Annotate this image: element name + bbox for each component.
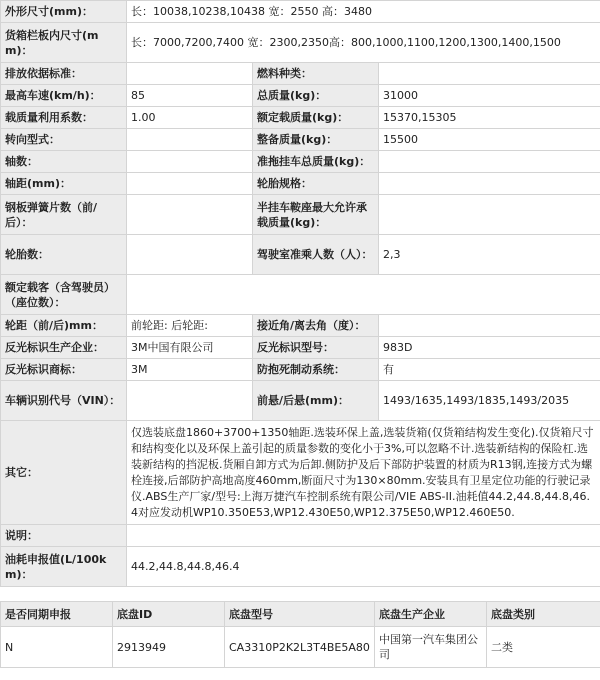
other-notes-value: 仅选装底盘1860+3700+1350轴距.选装环保上盖,选装货箱(仅货箱结构发生变化).仅货箱尺寸和结构变化以及环保上盖引起的质量参数的变化小于3%,可以忽略不计.选装新结构的保险杠.选装新结构的挡泥板.货厢自卸方式为后卸.侧防护及后下部防护装置的材质为R13钢,连接方式为螺栓连接,后部防护高地高度460mm,断面尺寸为130×80mm.安装具有卫星定位功能的行驶记录仪.ABS生产厂家/型号:上海万捷汽车控制系统有限公司/VIE ABS-II.油耗值44.2,44.8,44.8,46.4对应发动机WP10.350E53,WP12.430E50,WP12.375E50,WP12.460E50. bbox=[127, 421, 600, 525]
emission-label: 排放依据标准： bbox=[1, 63, 127, 85]
axles-label: 轴数： bbox=[1, 151, 127, 173]
cargo-box-value: 长：7000,7200,7400 宽：2300,2350高：800,1000,1100,1200,1300,1400,1500 bbox=[127, 23, 600, 63]
description-value bbox=[127, 525, 600, 547]
leaf-spring-label: 钢板弹簧片数（前/后）： bbox=[1, 195, 127, 235]
chassis-header-sync: 是否同期申报 bbox=[1, 602, 113, 627]
fuel-consumption-value: 44.2,44.8,44.8,46.4 bbox=[127, 547, 600, 587]
vin-label: 车辆识别代号（VIN）： bbox=[1, 381, 127, 421]
steering-label: 转向型式： bbox=[1, 129, 127, 151]
trailer-mass-value bbox=[379, 151, 600, 173]
reflector-maker-label: 反光标识生产企业： bbox=[1, 337, 127, 359]
passenger-capacity-value bbox=[127, 275, 600, 315]
other-notes-label: 其它： bbox=[1, 421, 127, 525]
tire-spec-label: 轮胎规格： bbox=[253, 173, 379, 195]
total-mass-value: 31000 bbox=[379, 85, 600, 107]
dims-label: 外形尺寸(mm)： bbox=[1, 1, 127, 23]
max-speed-value: 85 bbox=[127, 85, 253, 107]
reflector-maker-value: 3M中国有限公司 bbox=[127, 337, 253, 359]
steering-value bbox=[127, 129, 253, 151]
tire-count-label: 轮胎数： bbox=[1, 235, 127, 275]
chassis-header-model: 底盘型号 bbox=[225, 602, 375, 627]
trailer-mass-label: 准拖挂车总质量(kg)： bbox=[253, 151, 379, 173]
dims-value: 长：10038,10238,10438 宽：2550 高：3480 bbox=[127, 1, 600, 23]
chassis-table bbox=[0, 601, 600, 668]
leaf-spring-value bbox=[127, 195, 253, 235]
chassis-category-value: 二类 bbox=[487, 627, 600, 668]
track-width-label: 轮距（前/后)mm： bbox=[1, 315, 127, 337]
load-utilization-value: 1.00 bbox=[127, 107, 253, 129]
chassis-header-maker: 底盘生产企业 bbox=[375, 602, 487, 627]
tire-spec-value bbox=[379, 173, 600, 195]
max-speed-label: 最高车速(km/h)： bbox=[1, 85, 127, 107]
reflector-model-value: 983D bbox=[379, 337, 600, 359]
load-utilization-label: 载质量利用系数： bbox=[1, 107, 127, 129]
abs-label: 防抱死制动系统： bbox=[253, 359, 379, 381]
approach-angle-label: 接近角/离去角（度）： bbox=[253, 315, 379, 337]
reflector-brand-value: 3M bbox=[127, 359, 253, 381]
reflector-brand-label: 反光标识商标： bbox=[1, 359, 127, 381]
cab-seats-label: 驾驶室准乘人数（人）： bbox=[253, 235, 379, 275]
rated-load-value: 15370,15305 bbox=[379, 107, 600, 129]
passenger-capacity-label: 额定载客（含驾驶员）（座位数）： bbox=[1, 275, 127, 315]
cargo-box-label: 货箱栏板内尺寸(mm)： bbox=[1, 23, 127, 63]
chassis-sync-value: N bbox=[1, 627, 113, 668]
saddle-load-value bbox=[379, 195, 600, 235]
fuel-consumption-label: 油耗申报值(L/100km)： bbox=[1, 547, 127, 587]
abs-value: 有 bbox=[379, 359, 600, 381]
chassis-header-id: 底盘ID bbox=[113, 602, 225, 627]
reflector-model-label: 反光标识型号： bbox=[253, 337, 379, 359]
rated-load-label: 额定载质量(kg)： bbox=[253, 107, 379, 129]
chassis-id-value: 2913949 bbox=[113, 627, 225, 668]
chassis-header-category: 底盘类别 bbox=[487, 602, 600, 627]
vin-value bbox=[127, 381, 253, 421]
chassis-model-value: CA3310P2K2L3T4BE5A80 bbox=[225, 627, 375, 668]
approach-angle-value bbox=[379, 315, 600, 337]
wheelbase-value bbox=[127, 173, 253, 195]
axles-value bbox=[127, 151, 253, 173]
emission-value bbox=[127, 63, 253, 85]
fuel-type-value bbox=[379, 63, 600, 85]
description-label: 说明： bbox=[1, 525, 127, 547]
fuel-type-label: 燃料种类： bbox=[253, 63, 379, 85]
total-mass-label: 总质量(kg)： bbox=[253, 85, 379, 107]
table-row bbox=[1, 627, 600, 668]
curb-mass-value: 15500 bbox=[379, 129, 600, 151]
chassis-header-row bbox=[1, 602, 600, 627]
tire-count-value bbox=[127, 235, 253, 275]
wheelbase-label: 轴距(mm)： bbox=[1, 173, 127, 195]
overhang-value: 1493/1635,1493/1835,1493/2035 bbox=[379, 381, 600, 421]
track-width-value: 前轮距: 后轮距: bbox=[127, 315, 253, 337]
overhang-label: 前悬/后悬(mm)： bbox=[253, 381, 379, 421]
cab-seats-value: 2,3 bbox=[379, 235, 600, 275]
chassis-maker-value: 中国第一汽车集团公司 bbox=[375, 627, 487, 668]
curb-mass-label: 整备质量(kg)： bbox=[253, 129, 379, 151]
saddle-load-label: 半挂车鞍座最大允许承载质量(kg)： bbox=[253, 195, 379, 235]
